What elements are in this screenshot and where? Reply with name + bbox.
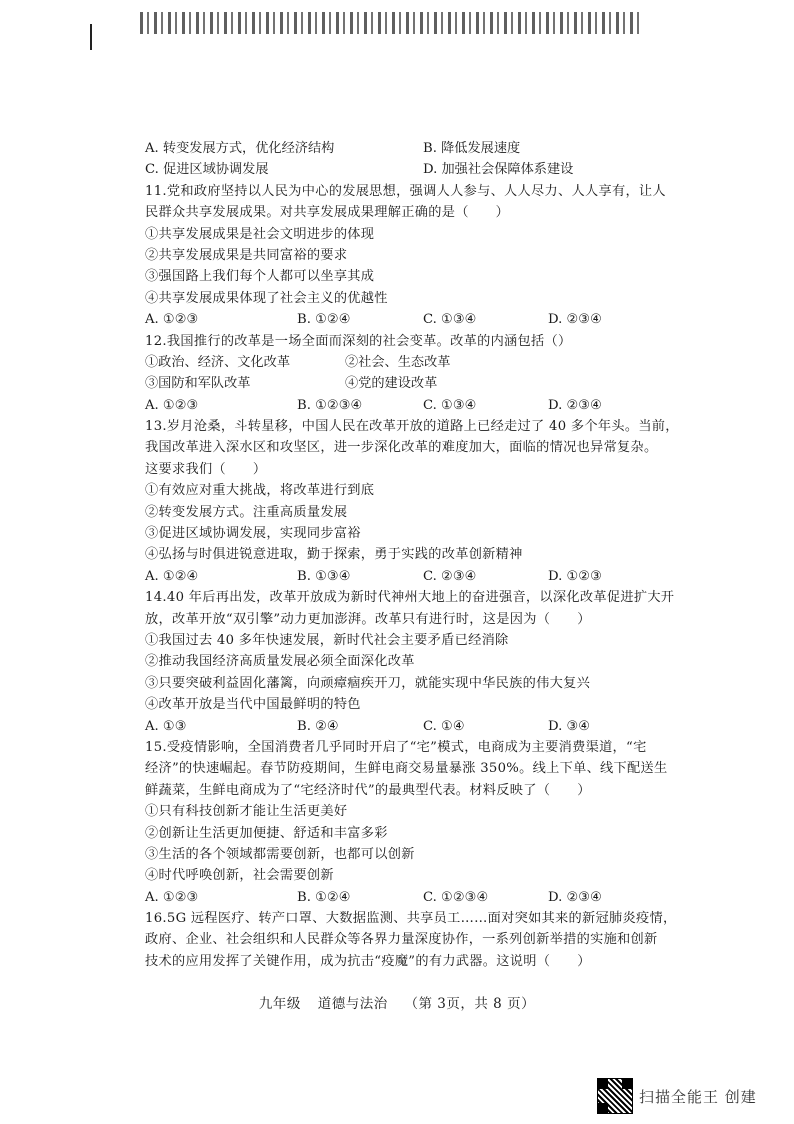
question-stem: 民群众共享发展成果。对共享发展成果理解正确的是（ ） bbox=[145, 205, 510, 221]
question-stem: 放，改革开放“双引擎”动力更加澎湃。改革只有进行时，这是因为（ ） bbox=[145, 611, 591, 627]
option-c: C. ①③④ bbox=[423, 312, 477, 328]
answer-options bbox=[145, 887, 685, 908]
statement-item: ②转变发展方式。注重高质量发展 bbox=[145, 504, 348, 520]
option-c: C. ①③④ bbox=[423, 397, 477, 413]
answer-options bbox=[145, 309, 685, 330]
question-stem: 政府、企业、社会组织和人民群众等各界力量深度协作，一系列创新举措的实施和创新 bbox=[145, 932, 658, 948]
question-14 bbox=[145, 587, 685, 737]
option-b: B. ②④ bbox=[297, 718, 339, 734]
question-stem: 经济”的快速崛起。春节防疫期间，生鲜电商交易量暴涨 350%。线上下单、线下配送生 bbox=[145, 761, 668, 777]
statement-item: ③只要突破利益固化藩篱，向顽瘴痼疾开刀，就能实现中华民族的伟大复兴 bbox=[145, 675, 591, 691]
option-b: B. ①②④ bbox=[297, 312, 351, 328]
footer-page-number: （第 3页，共 8 页） bbox=[404, 996, 536, 1012]
exam-content bbox=[145, 138, 685, 972]
answer-options bbox=[145, 566, 685, 587]
answer-options bbox=[145, 395, 685, 416]
statement-item: ①有效应对重大挑战，将改革进行到底 bbox=[145, 483, 375, 499]
option-c: C. ①④ bbox=[423, 718, 465, 734]
statement-item: ④改革开放是当代中国最鲜明的特色 bbox=[145, 697, 361, 713]
option-row bbox=[145, 138, 685, 159]
question-stem: 鲜蔬菜，生鲜电商成为了“宅经济时代”的最典型代表。材料反映了（ ） bbox=[145, 782, 591, 798]
statement-item: ②推动我国经济高质量发展必须全面深化改革 bbox=[145, 654, 415, 670]
statement-item: ③强国路上我们每个人都可以坐享其成 bbox=[145, 269, 375, 285]
question-15 bbox=[145, 737, 685, 908]
question-stem: 12.我国推行的改革是一场全面而深刻的社会变革。改革的内涵包括（） bbox=[145, 333, 572, 349]
statement-item: ②共享发展成果是共同富裕的要求 bbox=[145, 247, 348, 263]
option-b: B. ①②④ bbox=[297, 889, 351, 905]
statement-row bbox=[145, 352, 685, 373]
statement-row bbox=[145, 373, 685, 394]
question-stem: 11.党和政府坚持以人民为中心的发展思想，强调人人参与、人人尽力、人人享有，让人 bbox=[145, 183, 666, 199]
statement-item: ②社会、生态改革 bbox=[345, 354, 451, 370]
option-b: B. ①②③④ bbox=[297, 397, 363, 413]
option-a: A. ①②③ bbox=[145, 312, 199, 328]
statement-item: ①只有科技创新才能让生活更美好 bbox=[145, 804, 348, 820]
question-16 bbox=[145, 908, 685, 972]
statement-item: ①政治、经济、文化改革 bbox=[145, 354, 291, 370]
option-b: B. ①③④ bbox=[297, 568, 351, 584]
qr-code-icon bbox=[597, 1078, 633, 1114]
scanned-header-artifact bbox=[140, 12, 640, 34]
option-d: D. ②③④ bbox=[548, 397, 602, 413]
footer-subject: 道德与法治 bbox=[317, 996, 388, 1012]
option-d: D. 加强社会保障体系建设 bbox=[423, 162, 574, 178]
question-11 bbox=[145, 181, 685, 331]
question-stem: 技术的应用发挥了关键作用，成为抗击“疫魔”的有力武器。这说明（ ） bbox=[145, 953, 591, 969]
footer-grade: 九年级 bbox=[258, 996, 301, 1012]
question-stem: 这要求我们（ ） bbox=[145, 461, 267, 477]
statement-item: ①共享发展成果是社会文明进步的体现 bbox=[145, 226, 375, 242]
option-c: C. ②③④ bbox=[423, 568, 477, 584]
option-d: D. ②③④ bbox=[548, 889, 602, 905]
watermark-text: 扫描全能王 创建 bbox=[639, 1087, 757, 1106]
statement-item: ④弘扬与时俱进锐意进取，勤于探索，勇于实践的改革创新精神 bbox=[145, 547, 523, 563]
option-a: A. 转变发展方式，优化经济结构 bbox=[145, 141, 335, 156]
statement-item: ④党的建设改革 bbox=[345, 376, 438, 392]
option-d: D. ①②③ bbox=[548, 568, 602, 584]
option-a: A. ①②④ bbox=[145, 568, 199, 584]
scanner-watermark bbox=[597, 1078, 757, 1114]
statement-item: ②创新让生活更加便捷、舒适和丰富多彩 bbox=[145, 825, 388, 841]
statement-item: ③促进区域协调发展，实现同步富裕 bbox=[145, 526, 361, 542]
question-stem: 14.40 年后再出发，改革开放成为新时代神州大地上的奋进强音，以深化改革促进扩大开 bbox=[145, 590, 675, 606]
option-row bbox=[145, 159, 685, 180]
option-c: C. 促进区域协调发展 bbox=[145, 162, 269, 178]
answer-options bbox=[145, 716, 685, 737]
question-13 bbox=[145, 416, 685, 587]
statement-item: ④时代呼唤创新，社会需要创新 bbox=[145, 868, 334, 884]
statement-item: ③国防和军队改革 bbox=[145, 376, 251, 392]
option-d: D. ③④ bbox=[548, 718, 591, 734]
question-stem: 13.岁月沧桑，斗转星移，中国人民在改革开放的道路上已经走过了 40 多个年头。当前， bbox=[145, 419, 679, 435]
question-stem: 16.5G 远程医疗、转产口罩、大数据监测、共享员工……面对突如其来的新冠肺炎疫情， bbox=[145, 911, 677, 927]
option-d: D. ②③④ bbox=[548, 312, 602, 328]
page-footer bbox=[0, 992, 794, 1012]
statement-item: ③生活的各个领域都需要创新，也都可以创新 bbox=[145, 846, 415, 862]
question-stem: 我国改革进入深水区和攻坚区，进一步深化改革的难度加大，面临的情况也异常复杂。 bbox=[145, 440, 658, 456]
question-stem: 15.受疫情影响，全国消费者几乎同时开启了“宅”模式，电商成为主要消费渠道，“宅 bbox=[145, 739, 647, 755]
statement-item: ④共享发展成果体现了社会主义的优越性 bbox=[145, 290, 388, 306]
option-b: B. 降低发展速度 bbox=[423, 141, 521, 156]
question-12 bbox=[145, 331, 685, 417]
option-a: A. ①②③ bbox=[145, 397, 199, 413]
option-c: C. ①②③④ bbox=[423, 889, 489, 905]
binding-mark bbox=[90, 24, 92, 50]
option-a: A. ①③ bbox=[145, 718, 187, 734]
option-a: A. ①②③ bbox=[145, 889, 199, 905]
statement-item: ①我国过去 40 多年快速发展，新时代社会主要矛盾已经消除 bbox=[145, 632, 509, 648]
